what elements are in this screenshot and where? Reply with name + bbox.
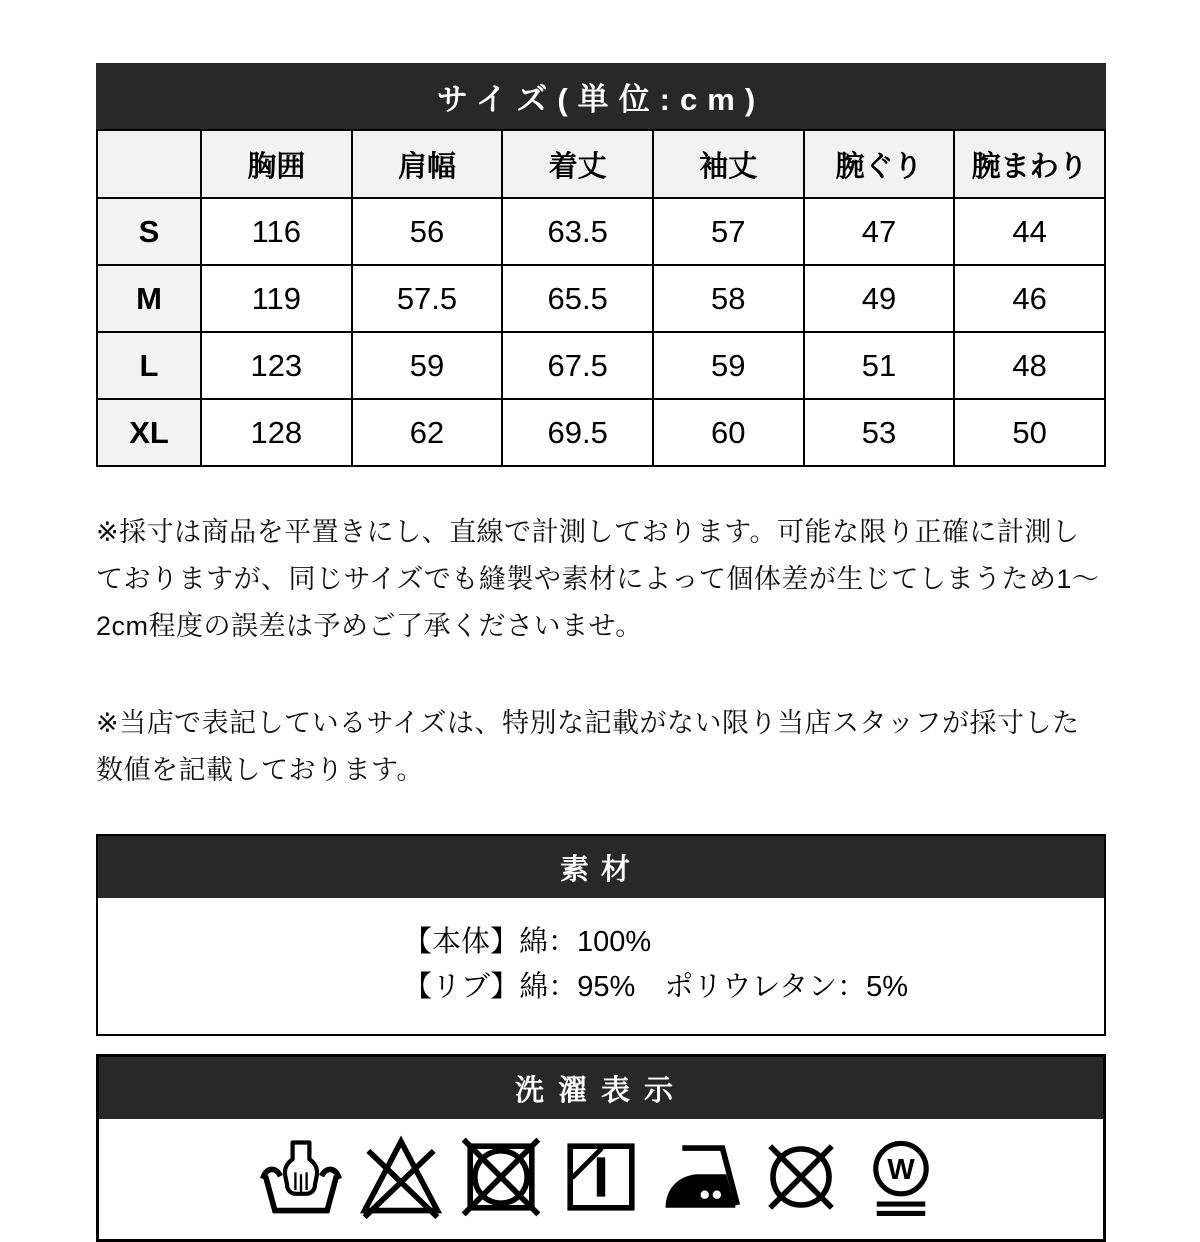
laundry-symbols-row <box>99 1119 1103 1239</box>
laundry-title: 洗濯表示 <box>99 1057 1103 1119</box>
size-section <box>96 0 1106 467</box>
table-row-m <box>97 265 1105 332</box>
staff-measurement-note: ※当店で表記しているサイズは、特別な記載がない限り当店スタッフが採寸した数値を記載しております。 <box>96 708 1080 785</box>
size-cell: 49 <box>804 265 955 332</box>
size-cell: 60 <box>653 399 804 466</box>
svg-text:W: W <box>887 1153 915 1186</box>
size-cell: 51 <box>804 332 955 399</box>
size-cell: 57 <box>653 198 804 265</box>
size-cell: 123 <box>201 332 352 399</box>
size-cell: 65.5 <box>502 265 653 332</box>
col-header-arm-circumference: 腕まわり <box>954 130 1105 198</box>
size-cell: 63.5 <box>502 198 653 265</box>
measurement-note: ※採寸は商品を平置きにし、直線で計測しております。可能な限り正確に計測しておりますが、同じサイズでも縫製や素材によって個体差が生じてしまうため1～2cm程度の誤差は予めご了承くださいませ。 <box>96 517 1100 641</box>
size-cell: 116 <box>201 198 352 265</box>
size-cell: 67.5 <box>502 332 653 399</box>
size-table-title: サイズ(単位:cm) <box>96 63 1106 129</box>
size-cell: 57.5 <box>352 265 503 332</box>
do-not-dry-clean-icon <box>759 1131 843 1223</box>
col-header-armhole: 腕ぐり <box>804 130 955 198</box>
laundry-section <box>96 1054 1106 1242</box>
size-cell: 56 <box>352 198 503 265</box>
size-cell: 47 <box>804 198 955 265</box>
material-title: 素材 <box>98 836 1104 898</box>
material-line-rib: 【リブ】綿：95% ポリウレタン：5% <box>403 971 909 1003</box>
size-row-label: M <box>97 265 201 332</box>
size-cell: 59 <box>352 332 503 399</box>
hand-wash-icon <box>259 1131 343 1223</box>
do-not-tumble-dry-icon <box>459 1131 543 1223</box>
iron-medium-heat-icon <box>659 1131 743 1223</box>
line-dry-in-shade-icon <box>559 1131 643 1223</box>
size-cell: 62 <box>352 399 503 466</box>
wet-clean-gentle-icon <box>859 1131 943 1223</box>
size-row-label: L <box>97 332 201 399</box>
size-table-header-row <box>97 130 1105 198</box>
size-cell: 58 <box>653 265 804 332</box>
col-header-chest: 胸囲 <box>201 130 352 198</box>
size-cell: 59 <box>653 332 804 399</box>
col-header-length: 着丈 <box>502 130 653 198</box>
table-row-s <box>97 198 1105 265</box>
size-cell: 46 <box>954 265 1105 332</box>
do-not-bleach-icon <box>359 1131 443 1223</box>
size-cell: 128 <box>201 399 352 466</box>
size-cell: 119 <box>201 265 352 332</box>
corner-cell <box>97 130 201 198</box>
col-header-shoulder: 肩幅 <box>352 130 503 198</box>
size-row-label: XL <box>97 399 201 466</box>
size-cell: 44 <box>954 198 1105 265</box>
material-section <box>96 834 1106 1036</box>
size-cell: 53 <box>804 399 955 466</box>
size-row-label: S <box>97 198 201 265</box>
material-line-body: 【本体】綿：100% <box>403 926 652 958</box>
table-row-xl <box>97 399 1105 466</box>
size-table <box>96 129 1106 467</box>
page-content <box>96 0 1106 1242</box>
material-content <box>98 898 1104 1034</box>
col-header-sleeve: 袖丈 <box>653 130 804 198</box>
size-cell: 69.5 <box>502 399 653 466</box>
size-cell: 48 <box>954 332 1105 399</box>
size-cell: 50 <box>954 399 1105 466</box>
table-row-l <box>97 332 1105 399</box>
